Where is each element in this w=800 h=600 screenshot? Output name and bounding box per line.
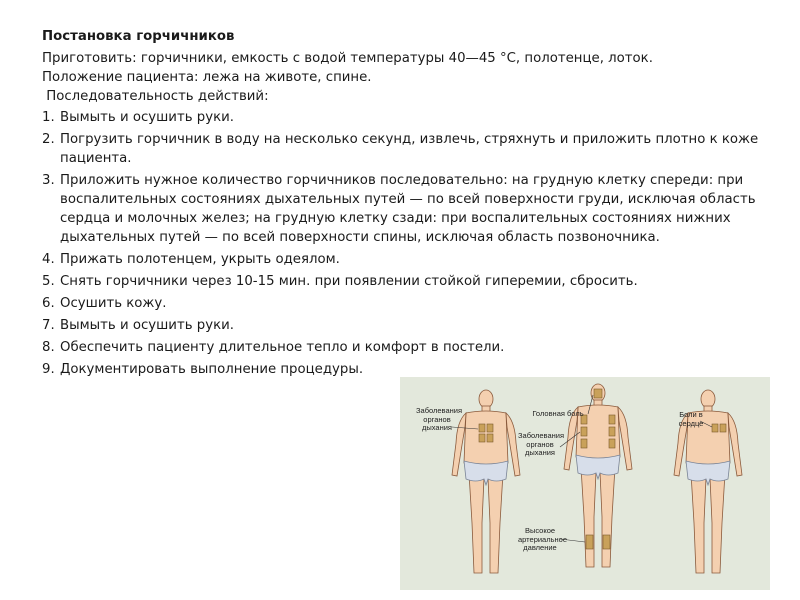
step-number: 5. [42,274,55,289]
front-figure [452,390,520,573]
step-number: 7. [42,318,55,333]
step-text: Осушить кожу. [60,296,167,311]
step-item [42,272,782,291]
step-item [42,130,782,168]
step-number: 6. [42,296,55,311]
prepare-line: Приготовить: горчичники, емкость с водой температуры 40—45 °С, полотенце, лоток. [42,51,653,66]
step-text: Погрузить горчичник в воду на несколько секунд, извлечь, стряхнуть и приложить плотно к коже пациента. [60,132,759,166]
step-number: 1. [42,110,55,125]
step-number: 4. [42,252,55,267]
label-pressure: Высокое артериальное давление [518,526,567,552]
step-number: 3. [42,173,55,188]
mustard-plaster-diagram [400,377,770,590]
step-text: Вымыть и осушить руки. [60,110,234,125]
step-item [42,171,782,247]
text-block [42,27,782,379]
step-text: Вымыть и осушить руки. [60,318,234,333]
step-number: 2. [42,132,55,147]
step-item [42,294,782,313]
steps-list [42,108,782,379]
step-text: Приложить нужное количество горчичников последовательно: на грудную клетку спереди: при воспалительных состояниях дыхательных путей — по всей поверхности груди, исключая область сердца и молочных желез; на грудную клетку сзади: при воспалительных состояниях нижних дыхательных путей — по всей поверхности спины, исключая область позвоночника. [60,173,756,245]
step-text: Снять горчичники через 10-15 мин. при появлении стойкой гиперемии, сбросить. [60,274,638,289]
step-text: Документировать выполнение процедуры. [60,362,364,377]
label-respiratory-front: Заболевания органов дыхания [416,406,463,432]
calf-plasters [586,535,610,549]
step-item [42,316,782,335]
step-text: Обеспечить пациенту длительное тепло и комфорт в постели. [60,340,505,355]
label-heart: Боли в сердце [678,410,704,428]
step-text: Прижать полотенцем, укрыть одеялом. [60,252,340,267]
step-number: 8. [42,340,55,355]
step-item [42,108,782,127]
step-item [42,338,782,357]
step-item [42,250,782,269]
position-line: Положение пациента: лежа на животе, спине. [42,70,372,85]
sequence-heading: Последовательность действий: [42,89,269,104]
label-headache: Головная боль [532,409,584,418]
step-number: 9. [42,362,55,377]
page-title: Постановка горчичников [42,29,235,44]
label-respiratory-back: Заболевания органов дыхания [518,431,565,457]
